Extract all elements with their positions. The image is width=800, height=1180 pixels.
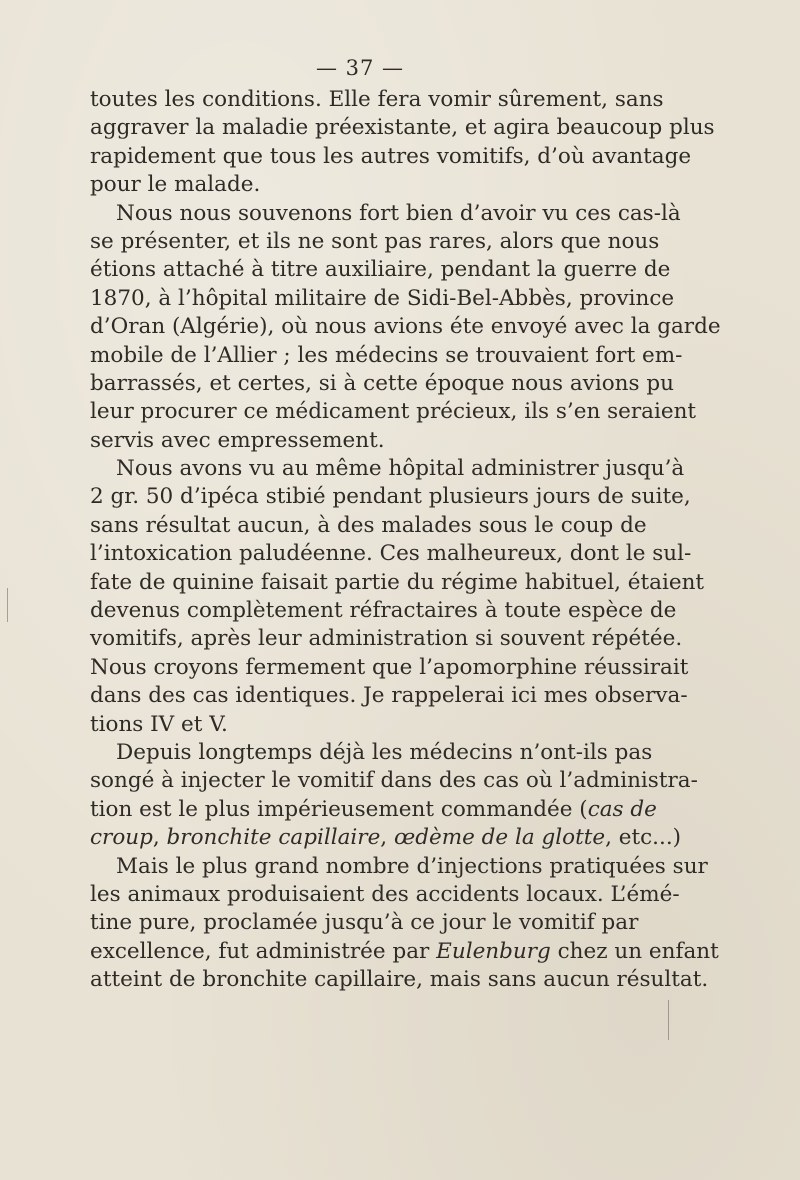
text-run: , etc...) bbox=[605, 825, 682, 851]
text-line: atteint de bronchite capillaire, mais sans aucun résultat. bbox=[90, 967, 709, 993]
text-line: Nous nous souvenons fort bien d’avoir vu ces cas-là bbox=[116, 200, 681, 226]
text-line: se présenter, et ils ne sont pas rares, alors que nous bbox=[90, 228, 660, 254]
text-run: excellence, fut administrée par bbox=[90, 938, 437, 964]
text-run: , bbox=[380, 825, 394, 851]
text-line: 2 gr. 50 d’ipéca stibié pendant plusieurs jours de suite, bbox=[90, 484, 691, 510]
text-run: chez un enfant bbox=[550, 938, 719, 964]
text-line: Mais le plus grand nombre d’injections pratiquées sur bbox=[116, 853, 708, 879]
text-line: songé à injecter le vomitif dans des cas où l’administra- bbox=[90, 768, 698, 794]
text-line bbox=[90, 824, 682, 852]
text-line: Nous croyons fermement que l’apomorphine réussirait bbox=[90, 654, 689, 680]
text-line: barrassés, et certes, si à cette époque nous avions pu bbox=[90, 370, 674, 396]
text-line: l’intoxication paludéenne. Ces malheureux, dont le sul- bbox=[90, 541, 692, 567]
text-line: tine pure, proclamée jusqu’à ce jour le vomitif par bbox=[90, 910, 639, 936]
text-line: Nous avons vu au même hôpital administrer jusqu’à bbox=[116, 456, 685, 482]
text-line: rapidement que tous les autres vomitifs, d’où avantage bbox=[90, 143, 692, 169]
page-body-text bbox=[90, 86, 721, 995]
text-line: sans résultat aucun, à des malades sous le coup de bbox=[90, 512, 647, 538]
text-line: fate de quinine faisait partie du régime habituel, étaient bbox=[90, 569, 705, 595]
text-line: aggraver la maladie préexistante, et agira beaucoup plus bbox=[90, 115, 715, 141]
italic-text: Eulenburg bbox=[436, 938, 551, 964]
margin-mark bbox=[7, 588, 8, 622]
italic-text: bronchite capillaire bbox=[166, 825, 381, 851]
text-line: pour le malade. bbox=[90, 172, 261, 198]
text-line: les animaux produisaient des accidents locaux. L’émé- bbox=[90, 881, 680, 907]
text-line bbox=[90, 796, 657, 824]
italic-text: œdème de la glotte bbox=[393, 825, 606, 851]
text-line: leur procurer ce médicament précieux, ils s’en seraient bbox=[90, 399, 697, 425]
text-line: toutes les conditions. Elle fera vomir sûrement, sans bbox=[90, 87, 664, 112]
text-line: dans des cas identiques. Je rappelerai ici mes observa- bbox=[90, 683, 688, 709]
text-line: 1870, à l’hôpital militaire de Sidi-Bel-Abbès, province bbox=[90, 285, 675, 311]
text-line: devenus complètement réfractaires à toute espèce de bbox=[90, 598, 677, 624]
text-line: Depuis longtemps déjà les médecins n’ont-ils pas bbox=[116, 739, 653, 765]
text-line: vomitifs, après leur administration si souvent répétée. bbox=[90, 626, 683, 652]
text-line: servis avec empressement. bbox=[90, 427, 385, 453]
text-line: tions IV et V. bbox=[90, 711, 228, 737]
page-number: — 37 — bbox=[315, 56, 405, 80]
text-line bbox=[90, 938, 719, 966]
italic-text: cas de bbox=[587, 796, 657, 822]
text-line: étions attaché à titre auxiliaire, pendant la guerre de bbox=[90, 257, 671, 283]
text-run: , bbox=[152, 825, 167, 851]
text-run: tion est le plus impérieusement commandée ( bbox=[90, 796, 588, 822]
margin-mark bbox=[668, 1000, 669, 1040]
text-line: d’Oran (Algérie), où nous avions éte envoyé avec la garde bbox=[90, 314, 721, 340]
text-line: mobile de l’Allier ; les médecins se trouvaient fort em- bbox=[90, 342, 683, 368]
italic-text: croup bbox=[90, 825, 153, 851]
